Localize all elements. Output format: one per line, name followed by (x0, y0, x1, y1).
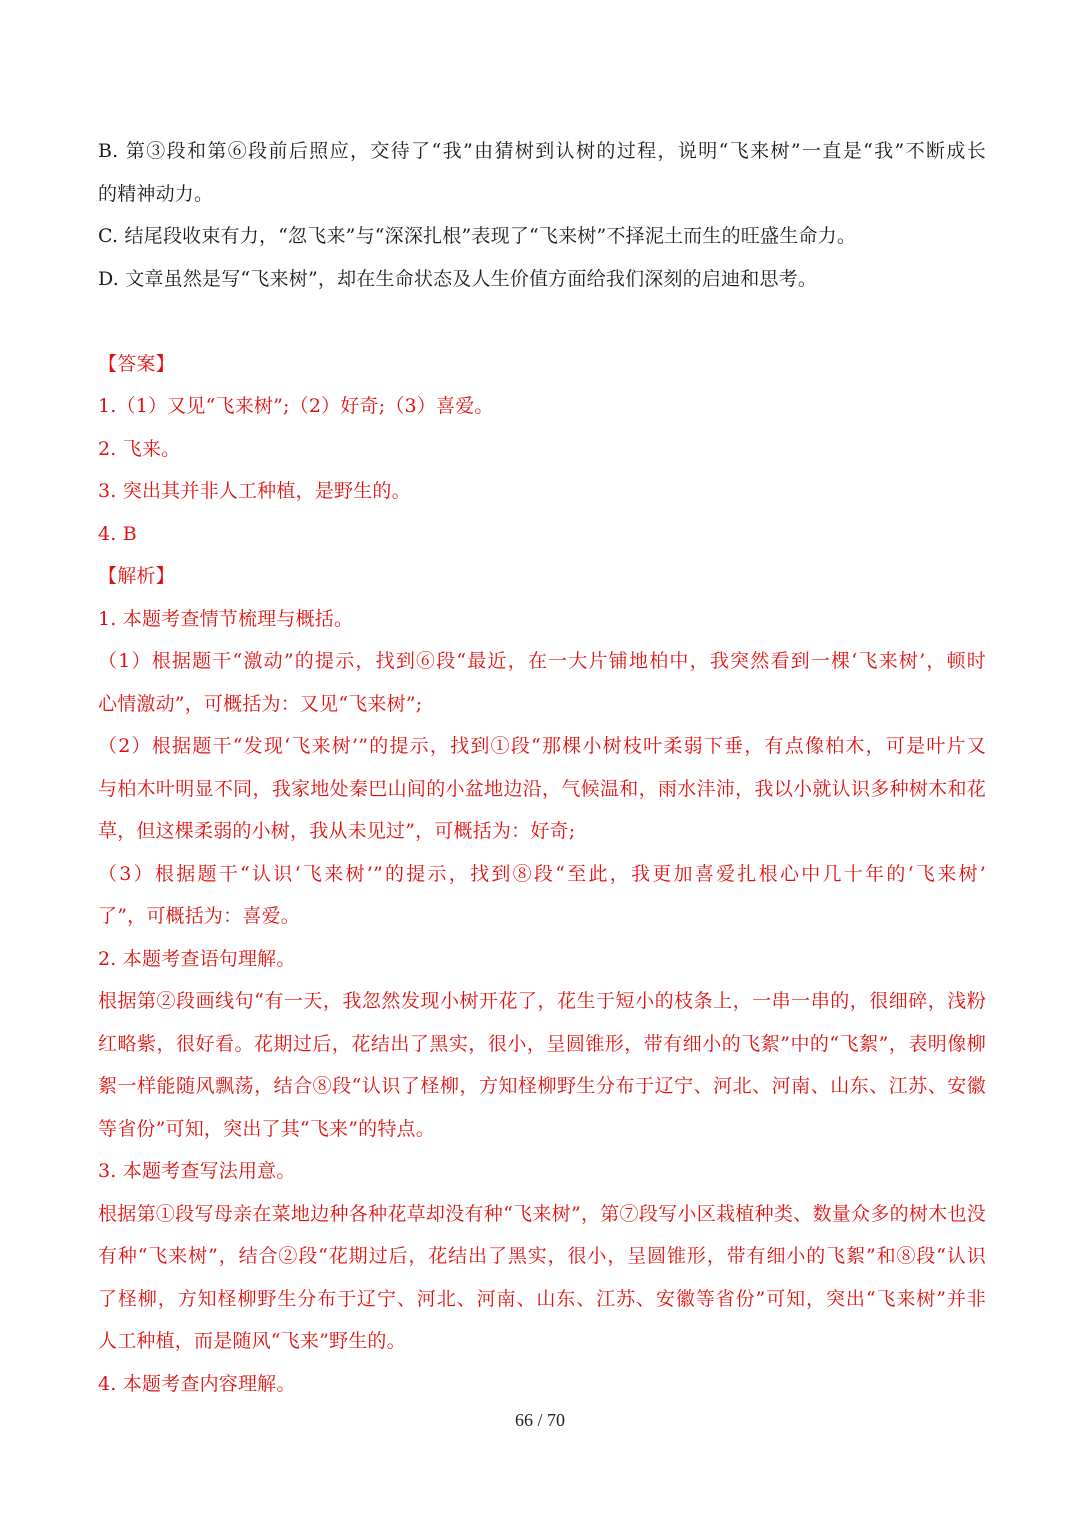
analysis-q1-part3-line-2: 了”，可概括为：喜爱。 (98, 905, 300, 927)
analysis-q1-part1-line-2: 心情激动”，可概括为：又见“飞来树”; (98, 692, 423, 715)
analysis-q3-title: 3. 本题考查写法用意。 (98, 1160, 296, 1182)
answer-heading: 【答案】 (98, 352, 175, 375)
analysis-q2-line-3: 絮一样能随风飘荡，结合⑧段“认识了柽柳，方知柽柳野生分布于辽宁、河北、河南、山东、江苏、安徽 (98, 1075, 986, 1097)
analysis-q2-line-1: 根据第②段画线句“有一天，我忽然发现小树开花了，花生于短小的枝条上，一串一串的，很细碎，浅粉 (98, 990, 986, 1012)
option-d: D. 文章虽然是写“飞来树”，却在生命状态及人生价值方面给我们深刻的启迪和思考。 (98, 267, 818, 290)
analysis-q2-title: 2. 本题考查语句理解。 (98, 947, 296, 970)
analysis-q3-line-1: 根据第①段写母亲在菜地边种各种花草却没有种“飞来树”，第⑦段写小区栽植种类、数量众多的树木也没 (98, 1202, 986, 1225)
analysis-q1-part2-line-1: （2）根据题干“发现‘飞来树’”的提示，找到①段“那棵小树枝叶柔弱下垂，有点像柏木，可是叶片又 (98, 735, 986, 757)
option-b-line-1: B. 第③段和第⑥段前后照应，交待了“我”由猜树到认树的过程，说明“飞来树”一直是“我”不断成长 (98, 140, 986, 162)
page-number: 66 / 70 (514, 1410, 565, 1430)
analysis-q3-line-2: 有种“飞来树”，结合②段“花期过后，花结出了黑实，很小，呈圆锥形，带有细小的飞絮”和⑧段“认识 (98, 1245, 986, 1267)
analysis-q2-line-2: 红略紫，很好看。花期过后，花结出了黑实，很小，呈圆锥形，带有细小的飞絮”中的“飞絮”，表明像柳 (98, 1032, 986, 1055)
analysis-q4-title: 4. 本题考查内容理解。 (98, 1372, 296, 1395)
answer-2: 2. 飞来。 (98, 437, 181, 460)
analysis-q1-part2-line-3: 草，但这棵柔弱的小树，我从未见过”，可概括为：好奇; (98, 820, 576, 842)
analysis-q1-part3-line-1: （3）根据题干“认识‘飞来树’”的提示，找到⑧段“至此，我更加喜爱扎根心中几十年的‘飞来树’ (98, 862, 986, 885)
analysis-q1-title: 1. 本题考查情节梳理与概括。 (98, 607, 354, 630)
analysis-q1-part2-line-2: 与柏木叶明显不同，我家地处秦巴山间的小盆地边沿，气候温和，雨水沣沛，我以小就认识多种树木和花 (98, 777, 986, 800)
analysis-q3-line-4: 人工种植，而是随风“飞来”野生的。 (98, 1330, 406, 1352)
answer-1: 1.（1）又见“飞来树”;（2）好奇;（3）喜爱。 (98, 395, 494, 417)
analysis-q3-line-3: 了柽柳，方知柽柳野生分布于辽宁、河北、河南、山东、江苏、安徽等省份”可知，突出“飞来树”并非 (98, 1287, 986, 1310)
analysis-q2-line-4: 等省份”可知，突出了其“飞来”的特点。 (98, 1117, 435, 1140)
analysis-heading: 【解析】 (98, 565, 175, 587)
answer-3: 3. 突出其并非人工种植，是野生的。 (98, 480, 411, 502)
analysis-q1-part1-line-1: （1）根据题干“激动”的提示，找到⑥段“最近，在一大片铺地柏中，我突然看到一棵‘飞来树’，顿时 (98, 650, 986, 672)
option-b-line-2: 的精神动力。 (98, 182, 214, 205)
option-c: C. 结尾段收束有力，“忽飞来”与“深深扎根”表现了“飞来树”不择泥土而生的旺盛生命力。 (98, 225, 857, 247)
answer-4: 4. B (98, 522, 137, 545)
page-content (98, 130, 986, 1405)
spacer (98, 300, 986, 343)
